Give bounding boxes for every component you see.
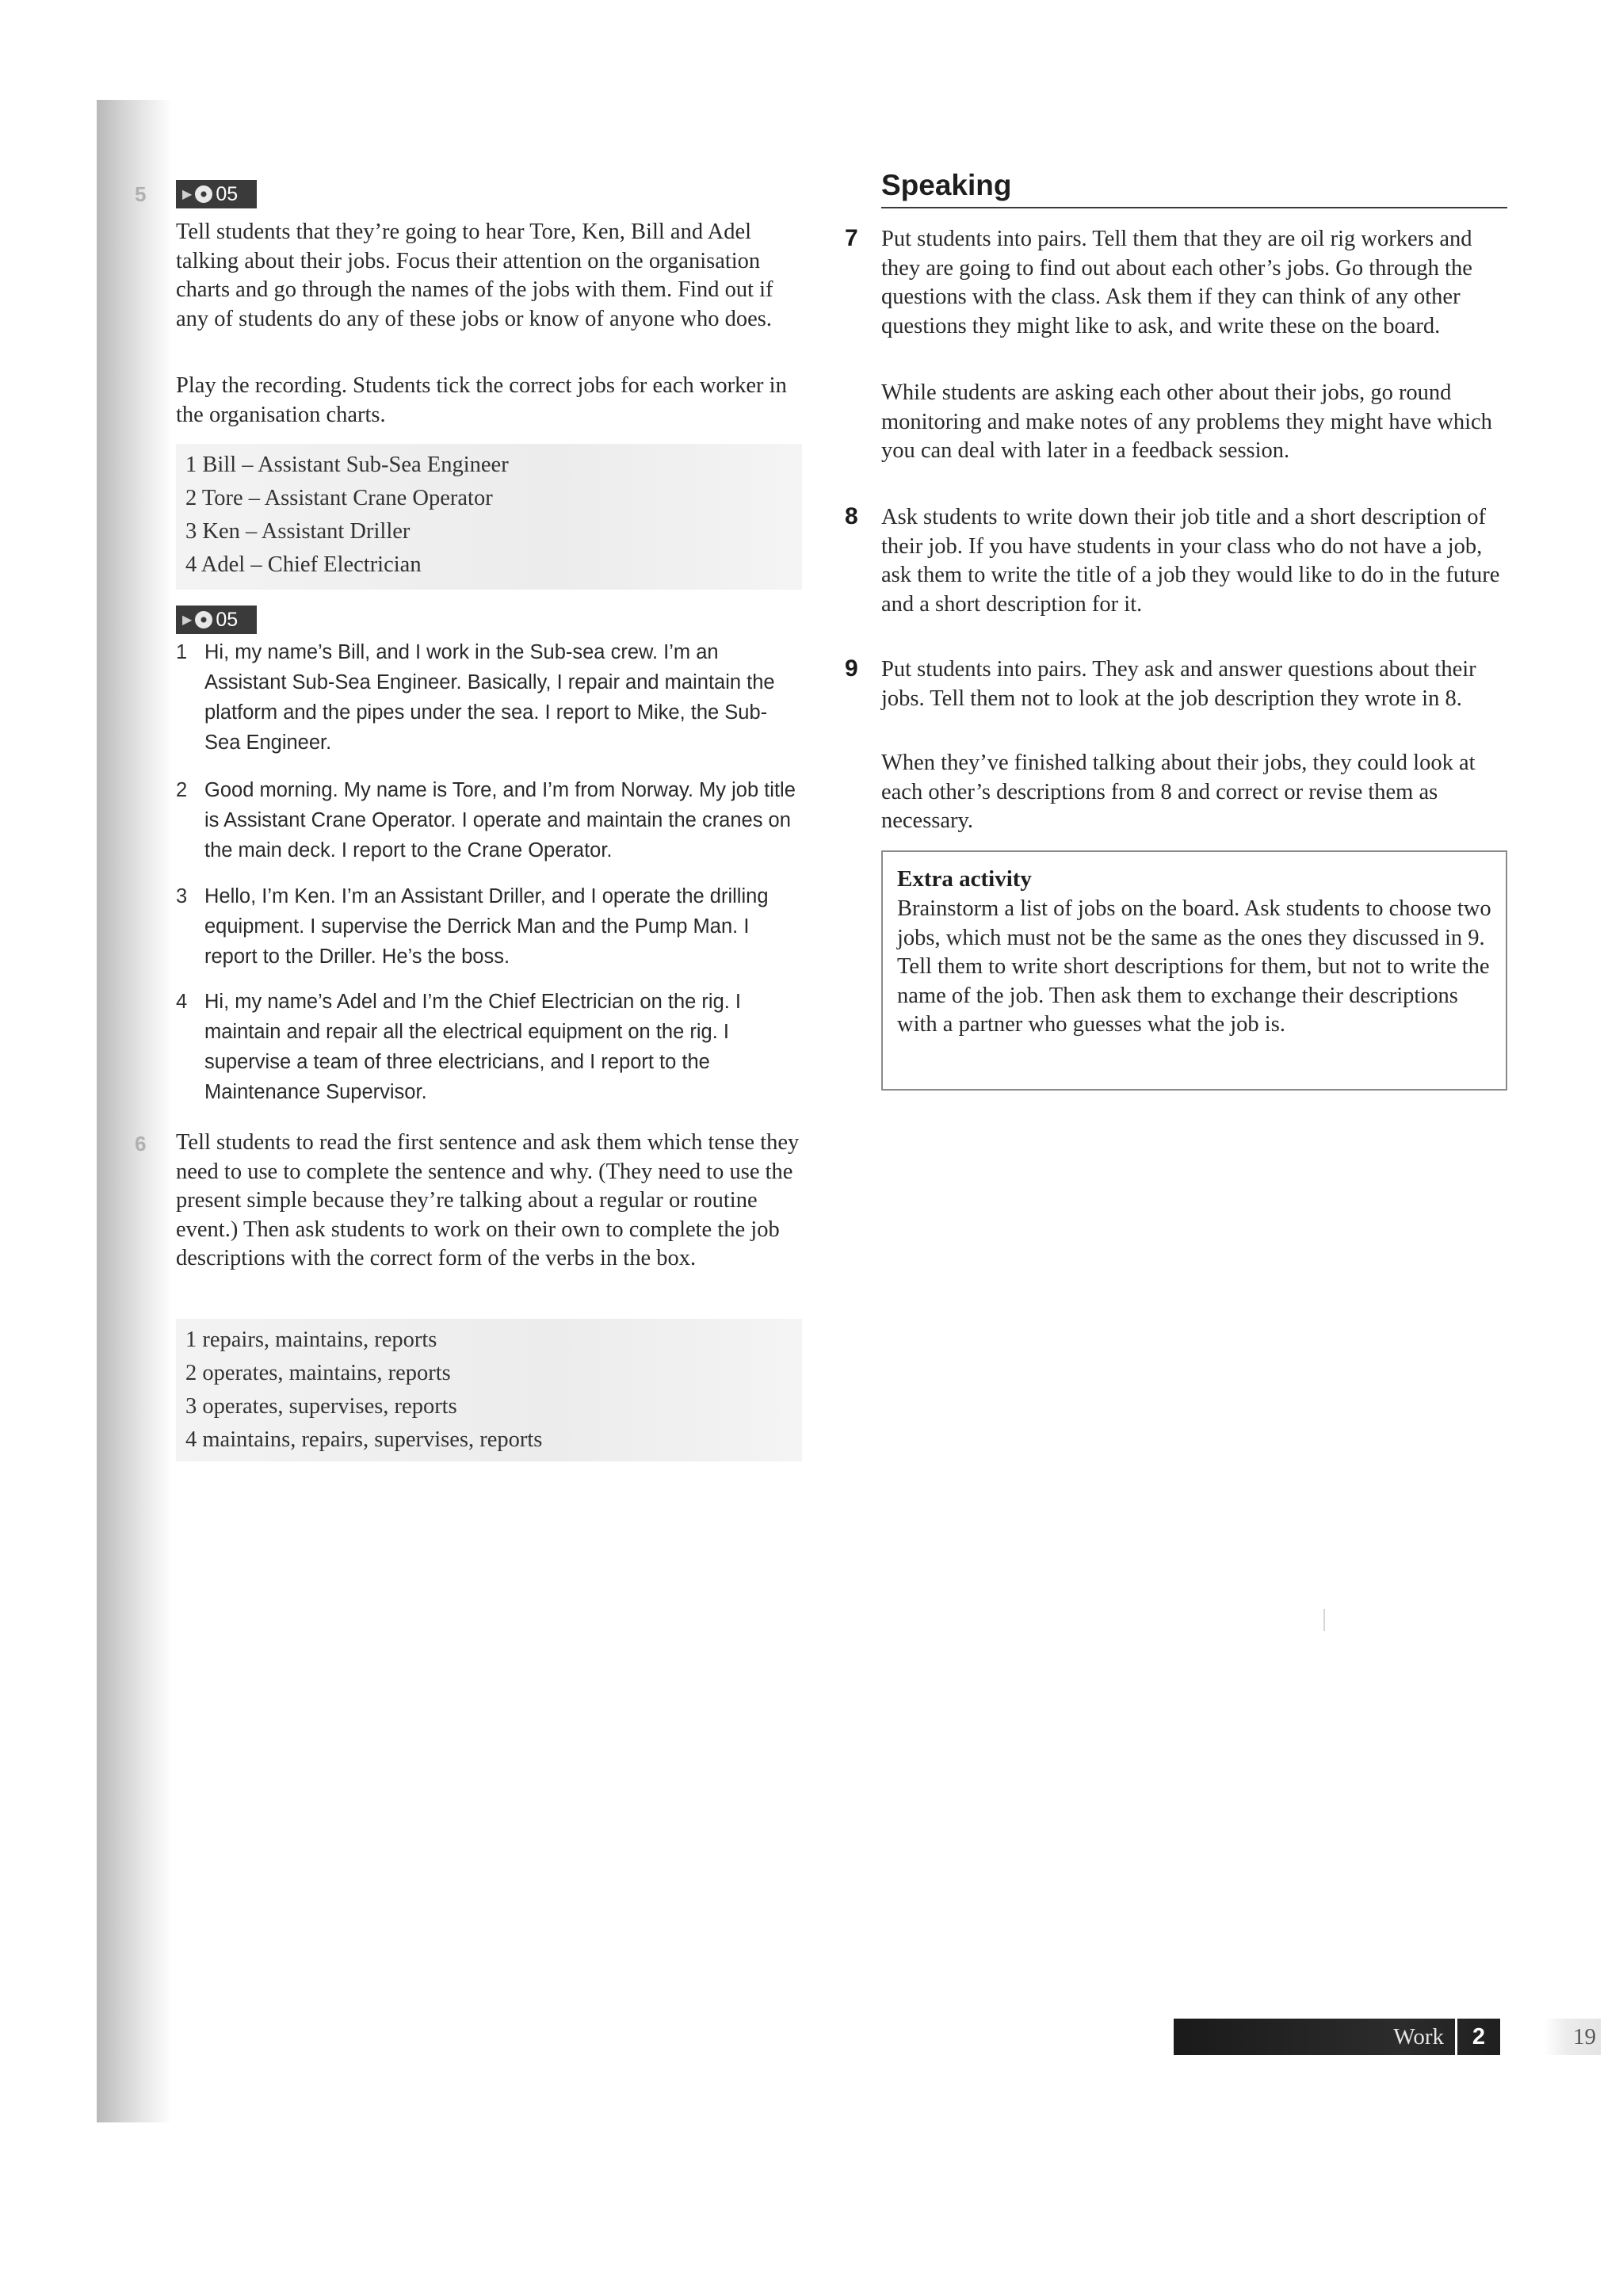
- section-8-instructions: Ask students to write down their job title and a short description of their job. If you have students in your class who do not have a job, ask them to write the title of a job they would like to do in the future and a short description for it.: [881, 505, 1500, 617]
- answer-item: 4 maintains, repairs, supervises, reports: [185, 1427, 543, 1452]
- extra-activity-title: Extra activity: [897, 866, 1032, 892]
- section-5-play-instructions: Play the recording. Students tick the correct jobs for each worker in the organisation charts.: [176, 373, 787, 427]
- audioscript-track-badge[interactable]: [176, 606, 257, 634]
- section-6-instructions: Tell students to read the first sentence and ask them which tense they need to use to complete the sentence and why. (They need to use the present simple because they’re talking about a regular or routine event.) Then ask students to work on their own to complete the job descriptions with the correct form of the verbs in the box.: [176, 1130, 800, 1270]
- answer-item: 3 Ken – Assistant Driller: [185, 519, 411, 544]
- section-5-number: 5: [135, 182, 147, 206]
- scan-mark: [1323, 1609, 1325, 1631]
- audioscript-item-number: 4: [176, 991, 188, 1013]
- speaking-heading: Speaking: [881, 169, 1012, 201]
- unit-label: Work: [1393, 2023, 1444, 2050]
- section-7-instructions: Put students into pairs. Tell them that they are oil rig workers and they are going to find out about each other’s jobs. Go through the questions with the class. Ask them if they can think of any other questions they might like to ask, and write these on the board.: [881, 227, 1472, 338]
- section-5-instructions: Tell students that they’re going to hear Tore, Ken, Bill and Adel talking about their jobs. Focus their attention on the organisation charts and go through the names of the jobs with them. Find out if any of students do any of these jobs or know of anyone who does.: [176, 220, 773, 331]
- extra-activity-text: Brainstorm a list of jobs on the board. Ask students to choose two jobs, which must not be the same as the ones they discussed in 9. Tell them to write short descriptions for them, but not to write the name of the job. Then ask them to exchange their descriptions with a partner who guesses what the job is.: [897, 896, 1491, 1037]
- audioscript-item-text: Hello, I’m Ken. I’m an Assistant Driller, and I operate the drilling equipment. I supervise the Derrick Man and the Pump Man. I report to the Driller. He’s the boss.: [204, 885, 769, 968]
- section-6-number: 6: [135, 1132, 147, 1156]
- section-9-followup: When they’ve finished talking about their jobs, they could look at each other’s descriptions from 8 and correct or revise them as necessary.: [881, 751, 1476, 833]
- unit-footer-bar: [1174, 2019, 1500, 2055]
- page-binding-shadow: [97, 100, 172, 2122]
- audioscript-item-text: Hi, my name’s Bill, and I work in the Sub-sea crew. I’m an Assistant Sub-Sea Engineer. Basically, I repair and maintain the platform and the pipes under the sea. I report to Mike, the Sub-Sea Engineer.: [204, 641, 775, 754]
- answer-item: 2 Tore – Assistant Crane Operator: [185, 486, 493, 510]
- section-8-number: 8: [845, 503, 858, 529]
- audioscript-item-number: 2: [176, 779, 188, 801]
- answer-item: 1 Bill – Assistant Sub-Sea Engineer: [185, 453, 509, 477]
- audio-track-badge[interactable]: [176, 180, 257, 208]
- answer-item: 3 operates, supervises, reports: [185, 1394, 457, 1419]
- unit-number: 2: [1472, 2023, 1486, 2050]
- section-9-number: 9: [845, 655, 858, 682]
- section-9-instructions: Put students into pairs. They ask and answer questions about their jobs. Tell them not to look at the job description they wrote in 8.: [881, 657, 1476, 711]
- audioscript-item-number: 3: [176, 885, 188, 907]
- audioscript-item-text: Good morning. My name is Tore, and I’m from Norway. My job title is Assistant Crane Operator. I operate and maintain the cranes on the main deck. I report to the Crane Operator.: [204, 779, 796, 861]
- answer-item: 2 operates, maintains, reports: [185, 1361, 451, 1385]
- answer-item: 1 repairs, maintains, reports: [185, 1328, 437, 1352]
- section-7-monitoring: While students are asking each other about their jobs, go round monitoring and make notes of any problems they might have which you can deal with later in a feedback session.: [881, 380, 1492, 463]
- section-7-number: 7: [845, 225, 858, 251]
- section-5-answer-key: [176, 444, 802, 590]
- cd-icon: [195, 611, 212, 628]
- audio-track-number: 05: [216, 608, 239, 631]
- answer-item: 4 Adel – Chief Electrician: [185, 552, 422, 577]
- page-number: 19: [1544, 2019, 1601, 2055]
- play-icon: ▶: [182, 613, 193, 627]
- audioscript-item-number: 1: [176, 641, 188, 663]
- audioscript-item-text: Hi, my name’s Adel and I’m the Chief Electrician on the rig. I maintain and repair all the electrical equipment on the rig. I supervise a team of three electricians, and I report to the Maintenance Supervisor.: [204, 991, 742, 1103]
- play-icon: ▶: [182, 188, 193, 201]
- cd-icon: [195, 185, 212, 203]
- section-6-answer-key: [176, 1319, 802, 1461]
- extra-activity-box: [881, 850, 1507, 1091]
- heading-rule: [881, 207, 1507, 208]
- audio-track-number: 05: [216, 182, 239, 205]
